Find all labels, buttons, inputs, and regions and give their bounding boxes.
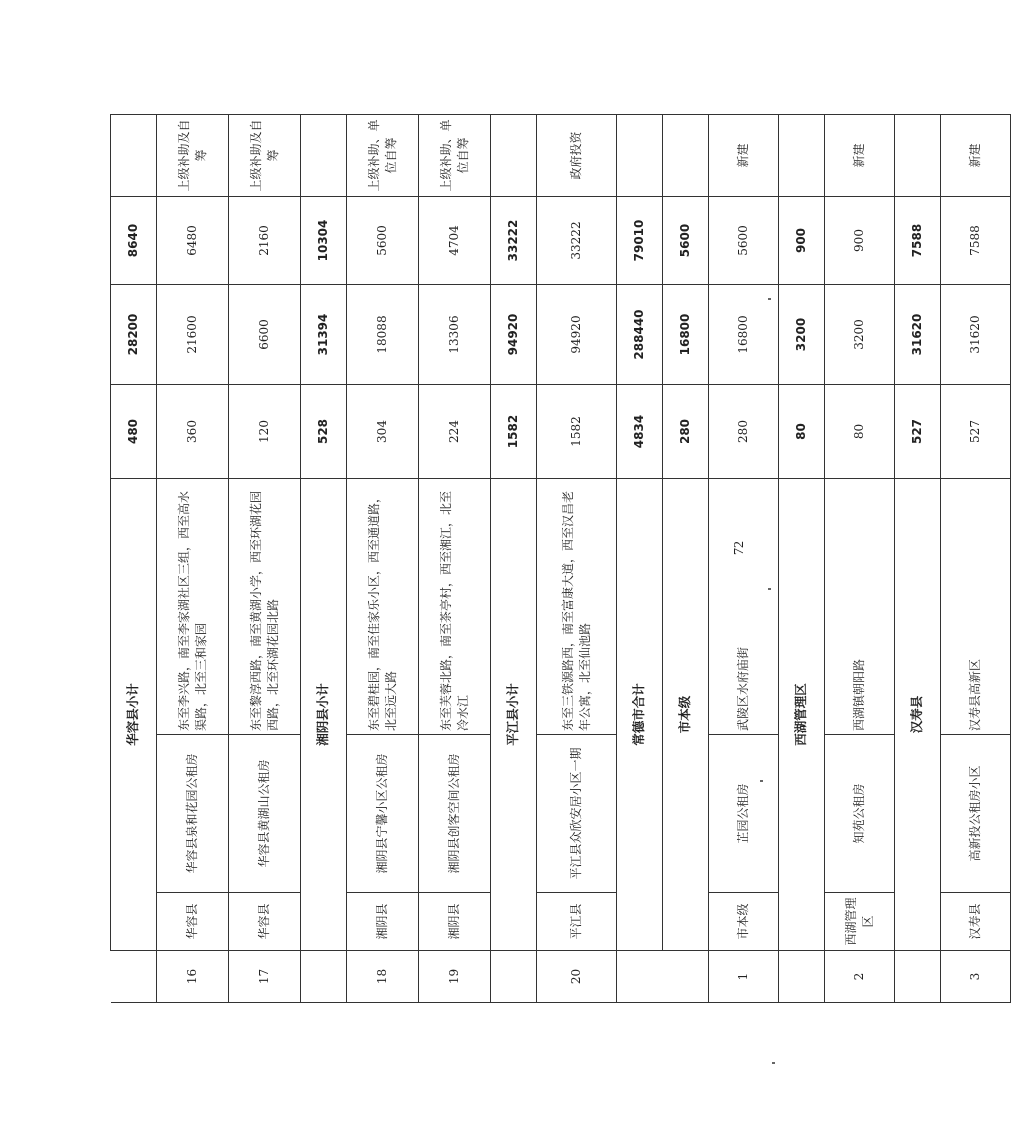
county-cell: 西湖管理区 — [825, 893, 895, 951]
table-body — [111, 115, 1011, 1003]
subtotal-row — [779, 115, 825, 1003]
number-cell — [111, 951, 157, 1003]
subsidy-cell: 900 — [825, 197, 895, 285]
area-cell: 527 — [895, 385, 941, 479]
project-name-cell: 知苑公租房 — [825, 735, 895, 893]
area-cell: 4834 — [617, 385, 663, 479]
project-name-cell: 湘阴县宁馨小区公租房 — [347, 735, 419, 893]
county-cell: 汉寿县 — [941, 893, 1011, 951]
funding-cell: 新建 — [941, 115, 1011, 197]
county-cell: 湘阴县 — [419, 893, 491, 951]
area-cell: 528 — [301, 385, 347, 479]
investment-cell: 13306 — [419, 285, 491, 385]
location-cell: 武陵区水府庙街 — [709, 479, 779, 735]
page-number: 72 — [732, 541, 747, 555]
subsidy-cell: 2160 — [229, 197, 301, 285]
area-cell: 480 — [111, 385, 157, 479]
investment-cell: 94920 — [537, 285, 617, 385]
project-name-cell: 华容县黄湖山公租房 — [229, 735, 301, 893]
location-cell: 东至李兴路，南至李家湖社区三组，西至高水渠路，北至三和家园 — [157, 479, 229, 735]
subsidy-cell: 4704 — [419, 197, 491, 285]
table-row — [229, 115, 301, 1003]
location-cell: 东至三铁源路西，南至富康大道，西至汉昌老年公寓，北至仙池路 — [537, 479, 617, 735]
county-cell: 华容县 — [229, 893, 301, 951]
funding-cell: 政府投资 — [537, 115, 617, 197]
area-cell: 224 — [419, 385, 491, 479]
area-cell: 280 — [709, 385, 779, 479]
subsidy-cell: 8640 — [111, 197, 157, 285]
project-name-cell: 芷园公租房 — [709, 735, 779, 893]
subtotal-row — [301, 115, 347, 1003]
investment-cell: 3200 — [779, 285, 825, 385]
number-cell — [491, 951, 537, 1003]
housing-projects-table — [110, 114, 1011, 1003]
investment-cell: 288440 — [617, 285, 663, 385]
area-cell: 1582 — [491, 385, 537, 479]
subtotal-row — [663, 115, 709, 1003]
scan-speck — [760, 780, 763, 782]
location-cell: 西湖镇朝阳路 — [825, 479, 895, 735]
number-cell — [617, 951, 663, 1003]
region-subtotal-label: 汉寿县 — [895, 479, 941, 951]
subsidy-cell: 6480 — [157, 197, 229, 285]
subtotal-row — [617, 115, 663, 1003]
funding-cell — [779, 115, 825, 197]
investment-cell: 6600 — [229, 285, 301, 385]
funding-cell: 新建 — [825, 115, 895, 197]
area-cell: 80 — [779, 385, 825, 479]
scan-speck — [768, 588, 771, 590]
subsidy-cell: 5600 — [347, 197, 419, 285]
funding-cell — [111, 115, 157, 197]
investment-cell: 16800 — [709, 285, 779, 385]
scan-speck — [772, 1062, 775, 1064]
number-cell: 2 — [825, 951, 895, 1003]
investment-cell: 28200 — [111, 285, 157, 385]
number-cell — [663, 951, 709, 1003]
subsidy-cell: 33222 — [491, 197, 537, 285]
subsidy-cell: 7588 — [895, 197, 941, 285]
investment-cell: 21600 — [157, 285, 229, 385]
region-subtotal-label: 西湖管理区 — [779, 479, 825, 951]
location-cell: 东至碧桂园，南至佳家乐小区，西至通道路，北至远大路 — [347, 479, 419, 735]
subtotal-row — [895, 115, 941, 1003]
project-name-cell: 湘阴县创客空间公租房 — [419, 735, 491, 893]
area-cell: 280 — [663, 385, 709, 479]
subsidy-cell: 900 — [779, 197, 825, 285]
project-name-cell: 高新投公租房小区 — [941, 735, 1011, 893]
region-subtotal-label: 华容县小计 — [111, 479, 157, 951]
funding-cell — [617, 115, 663, 197]
subtotal-row — [111, 115, 157, 1003]
funding-cell: 新建 — [709, 115, 779, 197]
subsidy-cell: 5600 — [709, 197, 779, 285]
scan-speck — [768, 298, 771, 300]
area-cell: 120 — [229, 385, 301, 479]
county-cell: 华容县 — [157, 893, 229, 951]
funding-cell — [895, 115, 941, 197]
number-cell: 16 — [157, 951, 229, 1003]
number-cell: 3 — [941, 951, 1011, 1003]
area-cell: 1582 — [537, 385, 617, 479]
subsidy-cell: 33222 — [537, 197, 617, 285]
number-cell: 20 — [537, 951, 617, 1003]
table-row — [941, 115, 1011, 1003]
region-subtotal-label: 常德市合计 — [617, 479, 663, 951]
region-subtotal-label: 平江县小计 — [491, 479, 537, 951]
number-cell: 18 — [347, 951, 419, 1003]
subsidy-cell: 79010 — [617, 197, 663, 285]
table-row — [537, 115, 617, 1003]
subtotal-row — [491, 115, 537, 1003]
subsidy-cell: 7588 — [941, 197, 1011, 285]
county-cell: 平江县 — [537, 893, 617, 951]
funding-cell: 上级补助、单位自筹 — [347, 115, 419, 197]
table-row — [157, 115, 229, 1003]
number-cell: 17 — [229, 951, 301, 1003]
number-cell — [779, 951, 825, 1003]
county-cell: 市本级 — [709, 893, 779, 951]
funding-cell — [663, 115, 709, 197]
funding-cell: 上级补助及自筹 — [229, 115, 301, 197]
funding-cell — [301, 115, 347, 197]
region-subtotal-label: 湘阴县小计 — [301, 479, 347, 951]
investment-cell: 3200 — [825, 285, 895, 385]
subsidy-cell: 10304 — [301, 197, 347, 285]
investment-cell: 18088 — [347, 285, 419, 385]
funding-cell: 上级补助、单位自筹 — [419, 115, 491, 197]
number-cell: 1 — [709, 951, 779, 1003]
county-cell: 湘阴县 — [347, 893, 419, 951]
investment-cell: 16800 — [663, 285, 709, 385]
area-cell: 527 — [941, 385, 1011, 479]
funding-cell: 上级补助及自筹 — [157, 115, 229, 197]
number-cell: 19 — [419, 951, 491, 1003]
area-cell: 80 — [825, 385, 895, 479]
investment-cell: 94920 — [491, 285, 537, 385]
region-subtotal-label: 市本级 — [663, 479, 709, 951]
investment-cell: 31394 — [301, 285, 347, 385]
table-row — [709, 115, 779, 1003]
location-cell: 东至芙蓉北路，南至茶亭村，西至湘江，北至冷水江 — [419, 479, 491, 735]
investment-cell: 31620 — [941, 285, 1011, 385]
project-name-cell: 平江县众欣安居小区一期 — [537, 735, 617, 893]
table-row — [419, 115, 491, 1003]
table-row — [347, 115, 419, 1003]
location-cell: 汉寿县高新区 — [941, 479, 1011, 735]
area-cell: 304 — [347, 385, 419, 479]
funding-cell — [491, 115, 537, 197]
investment-cell: 31620 — [895, 285, 941, 385]
area-cell: 360 — [157, 385, 229, 479]
table-row — [825, 115, 895, 1003]
number-cell — [301, 951, 347, 1003]
subsidy-cell: 5600 — [663, 197, 709, 285]
location-cell: 东至黎淳西路，南至黄湖小学，西至环湖花园西路，北至环湖花园北路 — [229, 479, 301, 735]
project-name-cell: 华容县泉和花园公租房 — [157, 735, 229, 893]
number-cell — [895, 951, 941, 1003]
